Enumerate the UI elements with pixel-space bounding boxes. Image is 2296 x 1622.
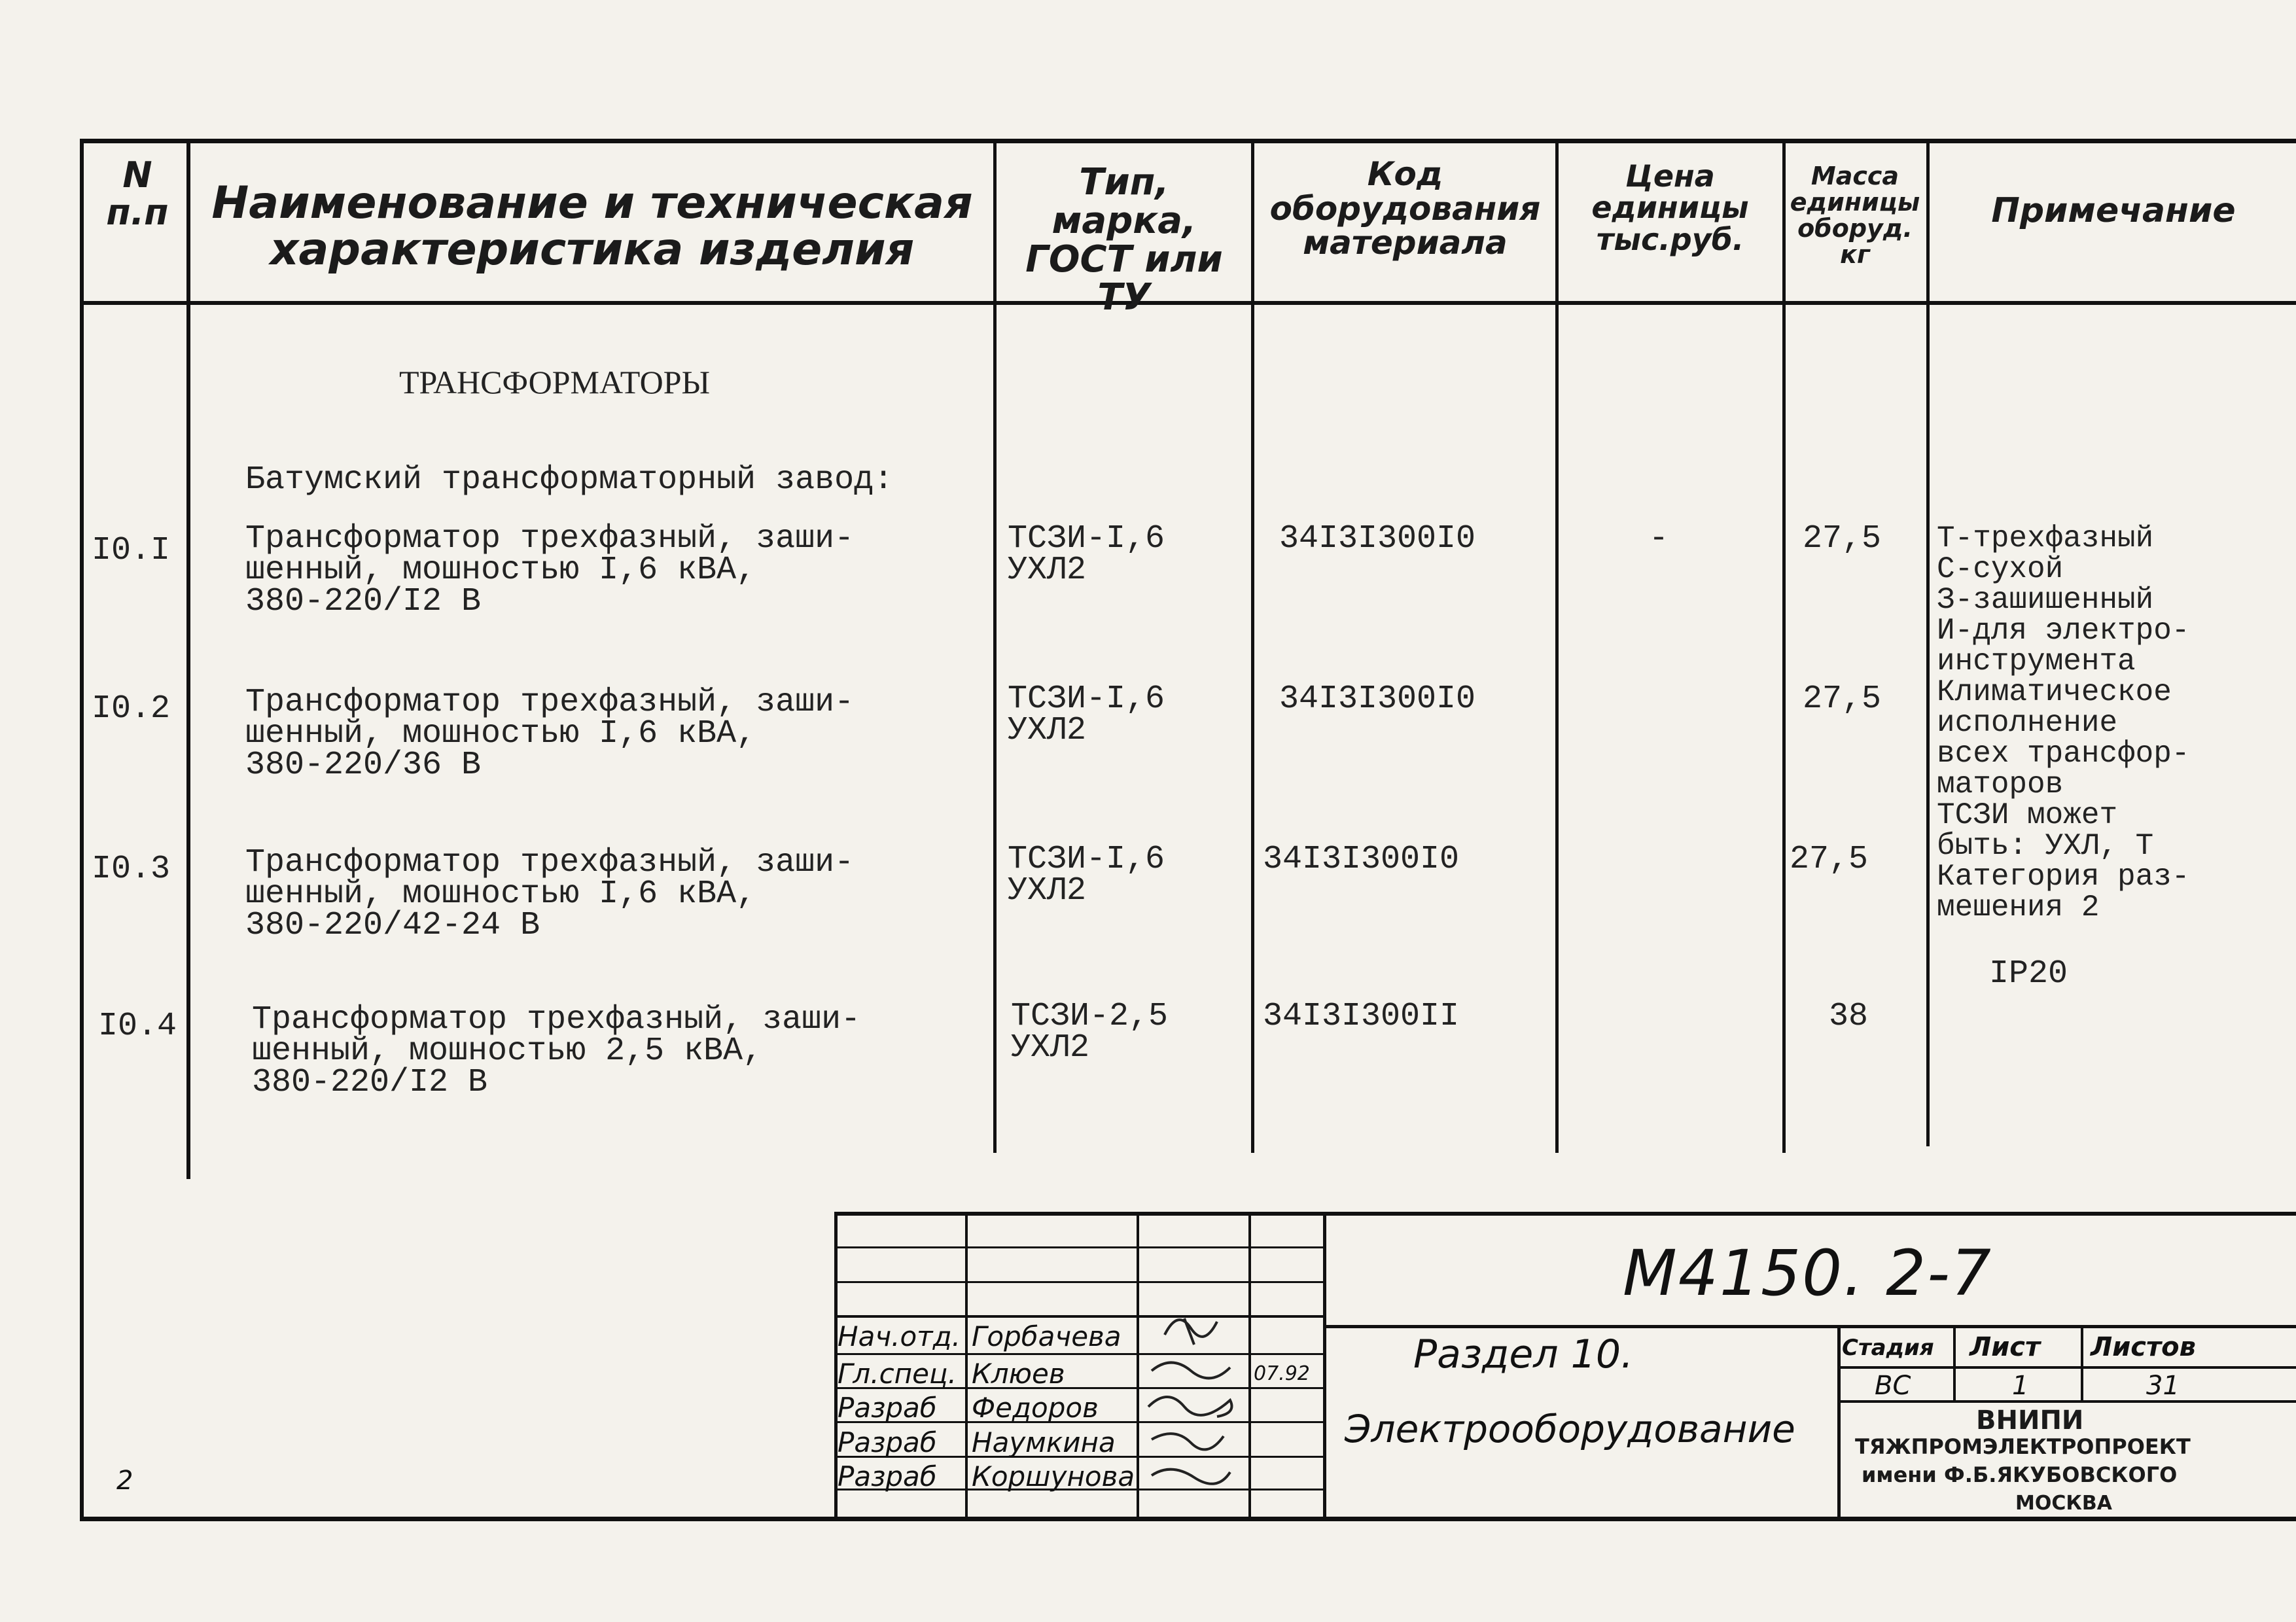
tb-v-stage2: [2081, 1325, 2083, 1402]
col-sep-4: [1555, 139, 1559, 1153]
org-line-2: ТЯЖПРОМЭЛЕКТРОПРОЕКТ: [1855, 1434, 2191, 1459]
role-3-name: Федоров: [972, 1392, 1099, 1424]
section-subtitle: Батумский трансформаторный завод:: [245, 461, 894, 499]
table-top-border: [80, 139, 2296, 143]
row-1-mass: 27,5: [1803, 520, 1882, 557]
row-2-code: 34I3I300I0: [1279, 680, 1476, 718]
row-3-mass: 27,5: [1790, 841, 1869, 878]
row-4-type: ТСЗИ-2,5 УХЛ2: [1011, 998, 1169, 1067]
row-2-type: ТСЗИ-I,6 УХЛ2: [1008, 680, 1165, 749]
role-2-date: 07.92: [1254, 1362, 1310, 1385]
page-mark: 2: [116, 1466, 133, 1496]
header-name: Наименование и техническая характеристика изделия: [211, 177, 973, 276]
tb-h2: [834, 1281, 1325, 1283]
tb-h-right: [1323, 1325, 2296, 1328]
signature-scribbles: [1139, 1309, 1250, 1518]
row-1-type: ТСЗИ-I,6 УХЛ2: [1008, 520, 1165, 589]
stage-value: ВС: [1875, 1371, 1911, 1401]
col-sep-5: [1782, 139, 1786, 1153]
sheet-label: Лист: [1969, 1332, 2041, 1362]
row-2-name: Трансформатор трехфазный, заши- шенный, мошностью I,6 кВА, 380-220/36 В: [245, 684, 855, 784]
section-title: ТРАНСФОРМАТОРЫ: [399, 364, 711, 400]
role-1: Нач.отд.: [838, 1320, 961, 1352]
sheets-label: Листов: [2091, 1332, 2196, 1362]
row-2-num: I0.2: [92, 690, 171, 728]
org-line-1: ВНИПИ: [1976, 1405, 2084, 1436]
row-2-mass: 27,5: [1803, 680, 1882, 718]
row-3-code: 34I3I300I0: [1263, 841, 1460, 878]
row-4-num: I0.4: [98, 1008, 177, 1045]
role-4: Разраб: [838, 1426, 937, 1458]
col-sep-3: [1251, 139, 1254, 1153]
role-4-name: Наумкина: [972, 1426, 1116, 1458]
tb-v4: [1323, 1212, 1326, 1519]
header-num: N п.п: [106, 154, 169, 233]
row-1-code: 34I3I300I0: [1279, 520, 1476, 557]
role-2: Гл.спец.: [838, 1358, 957, 1390]
role-5: Разраб: [838, 1460, 937, 1492]
row-3-type: ТСЗИ-I,6 УХЛ2: [1008, 841, 1165, 909]
note-text: Т-трехфазный С-сухой З-зашишенный И-для электро- инструмента Климатическое исполнение всех трансфор- маторов ТСЗИ может быть: УХЛ, Т Категория раз- мешения 2: [1937, 521, 2190, 925]
header-note: Примечание: [1991, 191, 2236, 230]
tb-h-stage1: [1837, 1366, 2296, 1369]
row-4-name: Трансформатор трехфазный, заши- шенный, мошностью 2,5 кВА, 380-220/I2 В: [252, 1001, 861, 1101]
doc-code: М4150. 2-7: [1623, 1237, 1992, 1310]
table-left-border: [80, 139, 84, 1521]
section-name-block: Электрооборудование: [1345, 1407, 1795, 1451]
sheets-value: 31: [2146, 1371, 2180, 1401]
tb-h1: [834, 1246, 1325, 1248]
col-sep-2: [993, 139, 997, 1153]
header-type: Тип, марка, ГОСТ или ТУ: [1025, 161, 1223, 319]
row-3-num: I0.3: [92, 851, 171, 888]
role-1-name: Горбачева: [972, 1320, 1122, 1352]
tb-v-right: [1837, 1325, 1841, 1519]
note-ip: IP20: [1989, 955, 2068, 993]
section-title-block: Раздел 10.: [1413, 1331, 1634, 1377]
tb-v-stage1: [1953, 1325, 1956, 1402]
role-2-name: Клюев: [972, 1358, 1065, 1390]
row-1-num: I0.I: [92, 532, 171, 569]
header-price: Цена единицы тыс.руб.: [1591, 158, 1749, 257]
header-mass: Масса единицы оборуд. кг: [1790, 162, 1920, 269]
role-5-name: Коршунова: [972, 1460, 1135, 1492]
row-4-code: 34I3I300II: [1263, 998, 1460, 1035]
row-4-mass: 38: [1829, 998, 1869, 1035]
row-1-price: -: [1649, 520, 1669, 557]
tb-h3: [834, 1315, 1325, 1318]
header-code: Код оборудования материала: [1269, 155, 1541, 262]
col-sep-6: [1926, 139, 1930, 1146]
tb-v1: [965, 1212, 968, 1519]
tb-top: [834, 1212, 2296, 1216]
row-3-name: Трансформатор трехфазный, заши- шенный, мошностью I,6 кВА, 380-220/42-24 В: [245, 844, 855, 944]
col-sep-1: [186, 139, 190, 1179]
org-line-4: МОСКВА: [2015, 1492, 2112, 1515]
org-line-3: имени Ф.Б.ЯКУБОВСКОГО: [1862, 1462, 2178, 1487]
row-1-name: Трансформатор трехфазный, заши- шенный, мошностью I,6 кВА, 380-220/I2 В: [245, 520, 855, 620]
role-3: Разраб: [838, 1392, 937, 1424]
sheet-value: 1: [2012, 1371, 2029, 1401]
stage-label: Стадия: [1842, 1335, 1934, 1361]
tb-h4: [834, 1353, 1325, 1355]
